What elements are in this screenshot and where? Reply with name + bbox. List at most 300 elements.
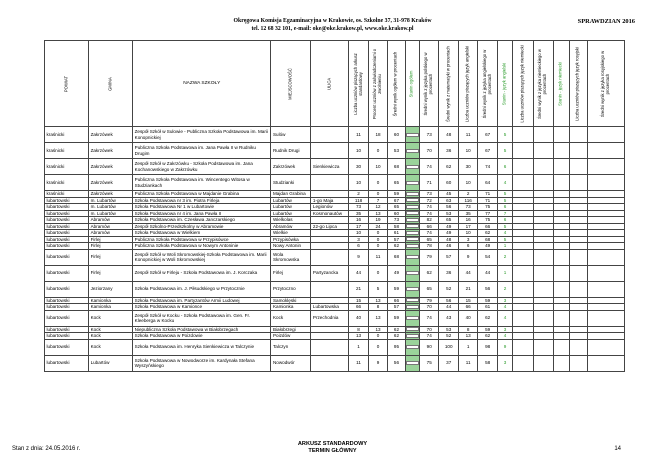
cell-z: 13: [368, 310, 387, 326]
cell-pol: 65: [420, 236, 439, 243]
cell-sr: 49: [388, 265, 405, 281]
cell-pol: 70: [420, 304, 439, 311]
cell-sn: [533, 339, 553, 355]
stanin-bar: [406, 327, 419, 331]
cell-na: 3: [458, 236, 477, 243]
cell-nr: [569, 143, 587, 159]
cell-stn: [554, 143, 569, 159]
cell-sr2: [588, 143, 625, 159]
cell-nr: [569, 281, 587, 297]
cell-szkola: Szkoła Podstawowa im. J. Piłsudskiego w Przytocznie: [133, 281, 271, 297]
cell-powiat: lubartowski: [45, 204, 89, 211]
cell-sa: 62: [478, 310, 497, 326]
cell-ulica: 22-go Lipca: [311, 223, 349, 230]
cell-na: 10: [458, 230, 477, 237]
stanin-bar: [406, 244, 419, 248]
cell-mat: 56: [439, 204, 458, 211]
cell-powiat: lubartowski: [45, 210, 89, 217]
cell-stn: [554, 175, 569, 191]
cell-sta: 3: [497, 326, 512, 333]
table-row: [45, 175, 625, 191]
cell-pol: 90: [420, 339, 439, 355]
cell-gmina: Firlej: [89, 236, 133, 243]
cell-powiat: kraśnicki: [45, 191, 89, 198]
cell-mat: 63: [439, 197, 458, 204]
cell-sa: 71: [478, 191, 497, 198]
cell-sta: 6: [497, 204, 512, 211]
cell-miejsc: Majdan Grabina: [271, 191, 311, 198]
cell-miejsc: Poizdów: [271, 333, 311, 340]
cell-sa: 67: [478, 143, 497, 159]
cell-miejsc: Nowodwór: [271, 355, 311, 371]
cell-gmina: Lubartów: [89, 355, 133, 371]
cell-n: 3: [349, 236, 368, 243]
table-row: [45, 159, 625, 175]
cell-st: [405, 175, 419, 191]
cell-powiat: lubartowski: [45, 297, 89, 304]
cell-z: 0: [368, 333, 387, 340]
col-matematyka: Średni wynik z matematyki w procentach: [439, 41, 458, 127]
cell-z: 0: [368, 230, 387, 237]
cell-sn: [533, 175, 553, 191]
cell-sa: 64: [478, 175, 497, 191]
cell-powiat: lubartowski: [45, 304, 89, 311]
cell-ulica: [311, 249, 349, 265]
cell-sr2: [588, 175, 625, 191]
cell-na: 9: [458, 249, 477, 265]
cell-sn: [533, 310, 553, 326]
cell-sa: 68: [478, 236, 497, 243]
cell-z: 12: [368, 204, 387, 211]
cell-powiat: kraśnicki: [45, 127, 89, 143]
cell-na: 30: [458, 159, 477, 175]
cell-stn: [554, 281, 569, 297]
cell-nr: [569, 355, 587, 371]
cell-nn: [513, 249, 533, 265]
cell-sta: 2: [497, 249, 512, 265]
cell-st: [405, 127, 419, 143]
cell-sta: 5: [497, 143, 512, 159]
table-row: [45, 143, 625, 159]
header-contact: tel. 12 68 32 101, e-mail: oke@oke.krakow.pl, www.oke.krakow.pl: [251, 26, 414, 32]
cell-mat: 36: [439, 143, 458, 159]
col-gmina: GMINA: [89, 41, 133, 127]
cell-gmina: m. Lubartów: [89, 210, 133, 217]
cell-gmina: m. Lubartów: [89, 197, 133, 204]
cell-sr: 61: [388, 230, 405, 237]
cell-n: 66: [349, 304, 368, 311]
cell-gmina: Zakrzówek: [89, 159, 133, 175]
cell-sta: 9: [497, 339, 512, 355]
cell-sta: 6: [497, 159, 512, 175]
cell-sr: 56: [388, 355, 405, 371]
cell-gmina: Zakrzówek: [89, 175, 133, 191]
cell-mat: 44: [439, 304, 458, 311]
cell-sr: 57: [388, 304, 405, 311]
cell-sr2: [588, 249, 625, 265]
table-row: [45, 249, 625, 265]
cell-n: 40: [349, 310, 368, 326]
cell-sn: [533, 143, 553, 159]
cell-sr: 65: [388, 175, 405, 191]
cell-szkola: Publiczna Szkoła Podstawowa w Majdanie Grabina: [133, 191, 271, 198]
cell-miejsc: Rudnik Drugi: [271, 143, 311, 159]
table-row: [45, 355, 625, 371]
cell-pol: 72: [420, 197, 439, 204]
cell-szkola: Szkoła Podstawowa im. Partyzantów Armii Ludowej: [133, 297, 271, 304]
cell-szkola: Zespół Szkół w Zakrzówku - Szkoła Podstawowa im. Jana Kochanowskiego w Zakrzówku: [133, 159, 271, 175]
footer-sheet: [0, 441, 665, 455]
cell-sta: 1: [497, 265, 512, 281]
stanin-bar: [406, 255, 419, 259]
cell-pol: 73: [420, 191, 439, 198]
table-row: [45, 265, 625, 281]
cell-sa: 62: [478, 230, 497, 237]
cell-na: 116: [458, 197, 477, 204]
cell-sta: 4: [497, 304, 512, 311]
cell-n: 9: [349, 249, 368, 265]
cell-sr: 65: [388, 204, 405, 211]
cell-sr2: [588, 355, 625, 371]
cell-na: 17: [458, 223, 477, 230]
cell-sr: 59: [388, 191, 405, 198]
cell-n: 1: [349, 339, 368, 355]
cell-ulica: Przechodnia: [311, 310, 349, 326]
cell-na: 11: [458, 127, 477, 143]
table-row: [45, 339, 625, 355]
cell-miejsc: Lubartów: [271, 197, 311, 204]
cell-powiat: lubartowski: [45, 230, 89, 237]
cell-miejsc: Zakrzówek: [271, 159, 311, 175]
cell-z: 19: [368, 217, 387, 224]
cell-n: 44: [349, 265, 368, 281]
col-polski: Średni wynik z języka polskiego w procentach: [420, 41, 439, 127]
cell-sta: 5: [497, 223, 512, 230]
stanin-bar: [406, 218, 419, 222]
cell-na: 16: [458, 217, 477, 224]
cell-miejsc: Talczyn: [271, 339, 311, 355]
header-address: Okręgowa Komisja Egzaminacyjna w Krakowie, os. Szkolne 37, 31-978 Kraków: [233, 18, 432, 24]
cell-pol: 73: [420, 127, 439, 143]
cell-z: 9: [368, 355, 387, 371]
cell-z: 0: [368, 243, 387, 250]
cell-powiat: lubartowski: [45, 265, 89, 281]
cell-na: 10: [458, 175, 477, 191]
cell-n: 13: [349, 333, 368, 340]
page-number: 14: [614, 446, 621, 452]
cell-nr: [569, 310, 587, 326]
cell-na: 21: [458, 281, 477, 297]
cell-ulica: [311, 355, 349, 371]
cell-n: 21: [349, 281, 368, 297]
cell-gmina: Firlej: [89, 243, 133, 250]
cell-z: 0: [368, 265, 387, 281]
stanin-bar: [406, 271, 419, 275]
footer-sheet-type: ARKUSZ STANDARDOWY: [297, 441, 368, 447]
col-n-niemiecki: Liczba uczniów piszących język niemiecki: [513, 41, 533, 127]
cell-pol: 70: [420, 326, 439, 333]
cell-gmina: Kamionka: [89, 297, 133, 304]
cell-pol: 65: [420, 281, 439, 297]
cell-na: 6: [458, 243, 477, 250]
stanin-bar: [406, 224, 419, 228]
cell-gmina: Jeziorzany: [89, 281, 133, 297]
cell-powiat: kraśnicki: [45, 159, 89, 175]
cell-n: 10: [349, 230, 368, 237]
cell-sa: 58: [478, 355, 497, 371]
cell-sr: 67: [388, 197, 405, 204]
cell-pol: 74: [420, 210, 439, 217]
cell-gmina: Kock: [89, 310, 133, 326]
cell-szkola: Zespół Szkolno-Przedszkolny w Abramowie: [133, 223, 271, 230]
cell-nn: [513, 281, 533, 297]
cell-na: 2: [458, 191, 477, 198]
cell-n: 118: [349, 197, 368, 204]
cell-z: 5: [368, 281, 387, 297]
cell-sr2: [588, 339, 625, 355]
cell-mat: 49: [439, 223, 458, 230]
cell-pol: 79: [420, 249, 439, 265]
cell-sa: 77: [478, 210, 497, 217]
cell-na: 10: [458, 143, 477, 159]
cell-miejsc: Białobrzegi: [271, 326, 311, 333]
stanin-bar: [406, 361, 419, 365]
cell-sn: [533, 159, 553, 175]
cell-sa: 59: [478, 326, 497, 333]
cell-stn: [554, 310, 569, 326]
cell-mat: 36: [439, 265, 458, 281]
stanin-bar: [406, 345, 419, 349]
cell-miejsc: Lubartów: [271, 210, 311, 217]
table-row: [45, 281, 625, 297]
cell-nn: [513, 127, 533, 143]
cell-gmina: Firlej: [89, 265, 133, 281]
col-stanin-angielski: Stanin - język angielski: [497, 41, 512, 127]
cell-pol: 74: [420, 333, 439, 340]
cell-z: 0: [368, 143, 387, 159]
cell-pol: 70: [420, 143, 439, 159]
cell-miejsc: Samoklęski: [271, 297, 311, 304]
cell-nn: [513, 310, 533, 326]
cell-miejsc: Lubartów: [271, 204, 311, 211]
cell-n: 11: [349, 127, 368, 143]
cell-n: 17: [349, 223, 368, 230]
stanin-bar: [406, 181, 419, 185]
cell-nn: [513, 355, 533, 371]
cell-sa: 54: [478, 249, 497, 265]
cell-sa: 75: [478, 217, 497, 224]
cell-szkola: Szkoła Podstawowa w Wielkiem: [133, 230, 271, 237]
col-stanin-niemiecki: Stanin - język niemiecki: [554, 41, 569, 127]
cell-gmina: Abramów: [89, 217, 133, 224]
cell-miejsc: Wielkie: [271, 230, 311, 237]
cell-szkola: Niepubliczna Szkoła Podstawowa w Białobrzegach: [133, 326, 271, 333]
cell-sr: 60: [388, 210, 405, 217]
cell-sta: 7: [497, 210, 512, 217]
cell-nr: [569, 175, 587, 191]
cell-mat: 62: [439, 159, 458, 175]
cell-mat: 56: [439, 297, 458, 304]
stanin-bar: [406, 165, 419, 169]
cell-ulica: Lubartowska: [311, 304, 349, 311]
cell-na: 66: [458, 304, 477, 311]
cell-sta: 4: [497, 230, 512, 237]
cell-sa: 62: [478, 333, 497, 340]
cell-pol: 74: [420, 204, 439, 211]
cell-n: 11: [349, 355, 368, 371]
cell-miejsc: Sulów: [271, 127, 311, 143]
cell-sr2: [588, 159, 625, 175]
col-ulica: ULICA: [311, 41, 349, 127]
col-zwolnienia: Procent uczniów z zaświadczeniami o zwolnieniu: [368, 41, 387, 127]
cell-szkola: Publiczna Szkoła Podstawowa w Przypisówce: [133, 236, 271, 243]
cell-szkola: Publiczna Szkoła Podstawowa im. Wincentego Witosa w Studziankach: [133, 175, 271, 191]
cell-sr: 62: [388, 333, 405, 340]
cell-szkola: Publiczna Szkoła Podstawowa im. Jana Pawła II w Rudniku Drugim: [133, 143, 271, 159]
stanin-bar: [406, 133, 419, 137]
cell-st: [405, 143, 419, 159]
cell-sr: 73: [388, 217, 405, 224]
cell-sr: 60: [388, 127, 405, 143]
col-sredni: Średni wynik ogółem w procentach: [388, 41, 405, 127]
cell-pol: 78: [420, 243, 439, 250]
cell-n: 8: [349, 326, 368, 333]
cell-powiat: lubartowski: [45, 339, 89, 355]
cell-sta: 1: [497, 243, 512, 250]
cell-ulica: 1-go Maja: [311, 197, 349, 204]
cell-powiat: lubartowski: [45, 243, 89, 250]
cell-miejsc: Przypisówka: [271, 236, 311, 243]
stanin-bar: [406, 237, 419, 241]
cell-miejsc: Firlej: [271, 265, 311, 281]
cell-powiat: lubartowski: [45, 249, 89, 265]
cell-sr: 95: [388, 339, 405, 355]
cell-n: 6: [349, 243, 368, 250]
cell-nr: [569, 127, 587, 143]
cell-mat: 48: [439, 127, 458, 143]
stanin-bar: [406, 205, 419, 209]
cell-stn: [554, 265, 569, 281]
cell-st: [405, 281, 419, 297]
cell-gmina: Firlej: [89, 249, 133, 265]
cell-ulica: Legionów: [311, 204, 349, 211]
cell-mat: 37: [439, 355, 458, 371]
cell-st: [405, 355, 419, 371]
cell-mat: 52: [439, 281, 458, 297]
col-miejscowosc: MIEJSCOWOŚĆ: [271, 41, 311, 127]
cell-szkola: Zespół Szkół w Kocku - Szkoła Podstawowa im. Gen. Fr. Kleeberga w Kocku: [133, 310, 271, 326]
cell-sa: 98: [478, 339, 497, 355]
cell-st: [405, 249, 419, 265]
cell-mat: 100: [439, 339, 458, 355]
cell-sta: 3: [497, 297, 512, 304]
cell-n: 30: [349, 159, 368, 175]
cell-z: 18: [368, 127, 387, 143]
col-szkola: NAZWA SZKOŁY: [133, 41, 271, 127]
cell-nn: [513, 143, 533, 159]
cell-n: 35: [349, 210, 368, 217]
cell-sta: 5: [497, 197, 512, 204]
cell-powiat: kraśnicki: [45, 175, 89, 191]
cell-z: 24: [368, 223, 387, 230]
cell-pol: 74: [420, 159, 439, 175]
cell-st: [405, 159, 419, 175]
cell-stn: [554, 159, 569, 175]
cell-mat: 43: [439, 310, 458, 326]
cell-powiat: lubartowski: [45, 217, 89, 224]
cell-sr: 59: [388, 310, 405, 326]
cell-gmina: Zakrzówek: [89, 143, 133, 159]
cell-sta: 4: [497, 333, 512, 340]
cell-z: 0: [368, 175, 387, 191]
cell-sa: 44: [478, 265, 497, 281]
cell-szkola: Szkoła Podstawowa nr 4 im. Jana Pawła II: [133, 210, 271, 217]
cell-sta: 4: [497, 175, 512, 191]
col-n-angielski: Liczba uczniów piszących język angielski: [458, 41, 477, 127]
cell-szkola: Szkoła Podstawowa w Poizdowie: [133, 333, 271, 340]
cell-szkola: Szkoła Podstawowa w Nowodworze im. Kardynała Stefana Wyszyńskiego: [133, 355, 271, 371]
cell-gmina: Zakrzówek: [89, 127, 133, 143]
stanin-bar: [406, 198, 419, 202]
cell-na: 15: [458, 297, 477, 304]
cell-miejsc: Studzianki: [271, 175, 311, 191]
cell-na: 35: [458, 210, 477, 217]
cell-mat: 53: [439, 326, 458, 333]
cell-mat: 48: [439, 236, 458, 243]
cell-sa: 56: [478, 281, 497, 297]
cell-sn: [533, 265, 553, 281]
cell-stn: [554, 249, 569, 265]
cell-stn: [554, 127, 569, 143]
cell-sta: 5: [497, 236, 512, 243]
cell-szkola: Szkoła Podstawowa Nr 1 w Lubartowie: [133, 204, 271, 211]
cell-szkola: Szkoła Podstawowa w Kamionce: [133, 304, 271, 311]
cell-miejsc: Przytoczno: [271, 281, 311, 297]
col-stanin: Stanin ogółem: [405, 41, 419, 127]
cell-szkola: Zespół Szkół w Firleju - Szkoła Podstawowa im. J. Korczaka: [133, 265, 271, 281]
cell-sta: 2: [497, 281, 512, 297]
cell-ulica: Partyzancka: [311, 265, 349, 281]
cell-sa: 61: [478, 304, 497, 311]
cell-miejsc: Kamionka: [271, 304, 311, 311]
cell-st: [405, 310, 419, 326]
cell-szkola: Zespół Szkół w Woli Skromowskiej-Szkoła Podstawowa im. Marii Konopnickiej w Woli Skromowskiej: [133, 249, 271, 265]
cell-pol: 75: [420, 355, 439, 371]
cell-powiat: lubartowski: [45, 326, 89, 333]
cell-sta: 6: [497, 217, 512, 224]
cell-nr: [569, 249, 587, 265]
footer-date: Stan z dnia: 24.05.2016 r.: [12, 446, 81, 452]
cell-miejsc: Nowy Antonin: [271, 243, 311, 250]
cell-sn: [533, 249, 553, 265]
cell-gmina: Kamionka: [89, 304, 133, 311]
cell-sa: 75: [478, 204, 497, 211]
cell-sa: 59: [478, 297, 497, 304]
cell-sr2: [588, 265, 625, 281]
cell-st: [405, 265, 419, 281]
cell-nn: [513, 159, 533, 175]
cell-ulica: Kosmonautów: [311, 210, 349, 217]
cell-n: 15: [349, 297, 368, 304]
cell-sn: [533, 127, 553, 143]
cell-powiat: lubartowski: [45, 281, 89, 297]
cell-sr: 62: [388, 243, 405, 250]
cell-sa: 74: [478, 159, 497, 175]
cell-ulica: [311, 127, 349, 143]
cell-sa: 66: [478, 223, 497, 230]
cell-mat: 49: [439, 230, 458, 237]
cell-pol: 74: [420, 230, 439, 237]
